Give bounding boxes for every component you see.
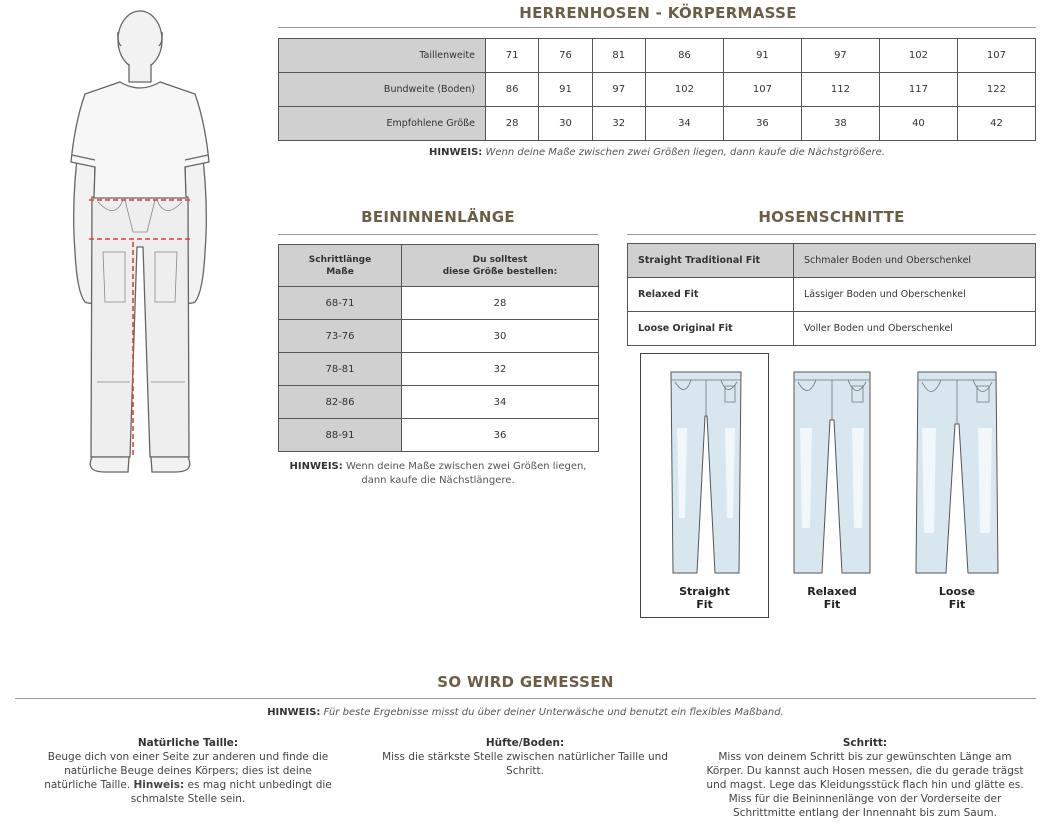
note-label: HINWEIS: (267, 707, 321, 718)
table-cell: 76 (539, 39, 592, 73)
table-row (279, 419, 599, 452)
fit-name: Relaxed Fit (628, 278, 794, 312)
pant-label-line: Fit (823, 598, 841, 611)
inseam-section-title: BEININNENLÄNGE (361, 208, 515, 226)
inseam-size: 34 (402, 386, 599, 419)
pant-label-relaxed (770, 585, 894, 611)
measure-col-title: Schritt: (842, 737, 888, 749)
pant-label-straight (640, 585, 769, 611)
table-cell: 112 (801, 73, 879, 107)
inseam-range: 78-81 (279, 353, 402, 386)
fit-name: Loose Original Fit (628, 312, 794, 346)
table-row (279, 386, 599, 419)
measure-col-text: Miss die stärkste Stelle zwischen natürlicher Taille und Schritt. (382, 751, 668, 777)
fit-name: Straight Traditional Fit (628, 244, 794, 278)
table-header-row (279, 245, 599, 287)
table-row (279, 39, 1036, 73)
table-cell: 81 (592, 39, 645, 73)
table-row (279, 287, 599, 320)
table-cell: 30 (539, 107, 592, 141)
table-cell: 42 (957, 107, 1035, 141)
row-label: Empfohlene Größe (279, 107, 486, 141)
pant-label-line: Relaxed (807, 585, 857, 598)
header-text: diese Größe bestellen: (442, 266, 558, 277)
inseam-size: 30 (402, 320, 599, 353)
measure-col-waist (38, 736, 338, 806)
pant-label-loose (895, 585, 1019, 611)
pant-label-line: Straight (679, 585, 730, 598)
inseam-range: 88-91 (279, 419, 402, 452)
table-cell: 86 (486, 73, 539, 107)
table-cell: 71 (486, 39, 539, 73)
header-text: Du solltest (472, 254, 528, 265)
note-label: HINWEIS: (289, 461, 343, 472)
measure-col-hip (375, 736, 675, 778)
inseam-table (278, 244, 599, 452)
inseam-note (278, 460, 598, 488)
divider (627, 234, 1036, 235)
table-cell: 102 (879, 39, 957, 73)
table-row (628, 312, 1036, 346)
inseam-range: 73-76 (279, 320, 402, 353)
table-cell: 97 (801, 39, 879, 73)
measure-col-text: es mag nicht unbedingt die schmalste Stelle sein. (130, 779, 332, 805)
table-cell: 86 (645, 39, 723, 73)
size-table (278, 38, 1036, 141)
inseam-header-measure (279, 245, 402, 287)
body-measurement-figure (55, 2, 225, 477)
pant-label-line: Loose (938, 585, 976, 598)
row-label: Bundweite (Boden) (279, 73, 486, 107)
fit-section-title: HOSENSCHNITTE (758, 208, 905, 226)
inseam-range: 68-71 (279, 287, 402, 320)
table-cell: 32 (592, 107, 645, 141)
table-cell: 102 (645, 73, 723, 107)
table-cell: 97 (592, 73, 645, 107)
table-cell: 38 (801, 107, 879, 141)
header-text: Schrittlänge (308, 254, 372, 265)
table-row (279, 353, 599, 386)
table-row (628, 278, 1036, 312)
note-text: Wenn deine Maße zwischen zwei Größen liegen, (345, 461, 587, 472)
size-note (278, 147, 1036, 158)
measure-note (15, 707, 1036, 718)
measure-col-title: Hüfte/Boden: (485, 737, 565, 749)
table-cell: 91 (539, 73, 592, 107)
pant-label-line: Fit (948, 598, 966, 611)
note-text: Für beste Ergebnisse misst du über deiner Unterwäsche und benutzt ein flexibles Maßband. (323, 707, 784, 718)
divider (15, 698, 1036, 699)
measure-col-text: Miss von deinem Schritt bis zur gewünschten Länge am Körper. Du kannst auch Hosen messen, die du gerade trägst und magst. Lege das Kleidungsstück flach hin und glätte es. Miss für die Beininnenlänge von der Vorderseite der Schrittmitte entlang der Innennaht bis zum Saum. (706, 751, 1024, 819)
table-cell: 28 (486, 107, 539, 141)
table-row (279, 73, 1036, 107)
divider (278, 234, 598, 235)
straight-fit-pants-illustration (665, 368, 747, 578)
measure-col-title: Natürliche Taille: (137, 737, 239, 749)
fit-desc: Voller Boden und Oberschenkel (794, 312, 1036, 346)
table-cell: 107 (957, 39, 1035, 73)
note-text: Wenn deine Maße zwischen zwei Größen liegen, dann kaufe die Nächstgrößere. (485, 147, 885, 158)
measure-col-inseam (705, 736, 1025, 820)
pant-label-line: Fit (696, 598, 713, 611)
divider (278, 27, 1036, 28)
measure-section-title: SO WIRD GEMESSEN (437, 673, 614, 691)
table-row (279, 320, 599, 353)
table-row (279, 107, 1036, 141)
table-cell: 40 (879, 107, 957, 141)
inseam-size: 32 (402, 353, 599, 386)
inseam-range: 82-86 (279, 386, 402, 419)
row-label: Taillenweite (279, 39, 486, 73)
measure-col-bold: Hinweis: (133, 779, 185, 791)
header-text: Maße (326, 266, 354, 277)
loose-fit-pants-illustration (914, 368, 1000, 578)
table-cell: 91 (723, 39, 801, 73)
measure-col-text: Beuge dich von einer Seite zur anderen und finde die natürliche Beuge deines Körpers; dies ist deine natürliche Taille. (44, 751, 329, 791)
inseam-size: 28 (402, 287, 599, 320)
size-section-title: HERRENHOSEN - KÖRPERMASSE (519, 4, 797, 22)
fit-table (627, 243, 1036, 346)
table-cell: 122 (957, 73, 1035, 107)
table-cell: 36 (723, 107, 801, 141)
inseam-header-size (402, 245, 599, 287)
table-cell: 117 (879, 73, 957, 107)
note-label: HINWEIS: (429, 147, 483, 158)
relaxed-fit-pants-illustration (790, 368, 874, 578)
inseam-size: 36 (402, 419, 599, 452)
fit-desc: Lässiger Boden und Oberschenkel (794, 278, 1036, 312)
note-text: dann kaufe die Nächstlängere. (361, 475, 515, 486)
fit-desc: Schmaler Boden und Oberschenkel (794, 244, 1036, 278)
table-cell: 34 (645, 107, 723, 141)
table-row (628, 244, 1036, 278)
table-cell: 107 (723, 73, 801, 107)
